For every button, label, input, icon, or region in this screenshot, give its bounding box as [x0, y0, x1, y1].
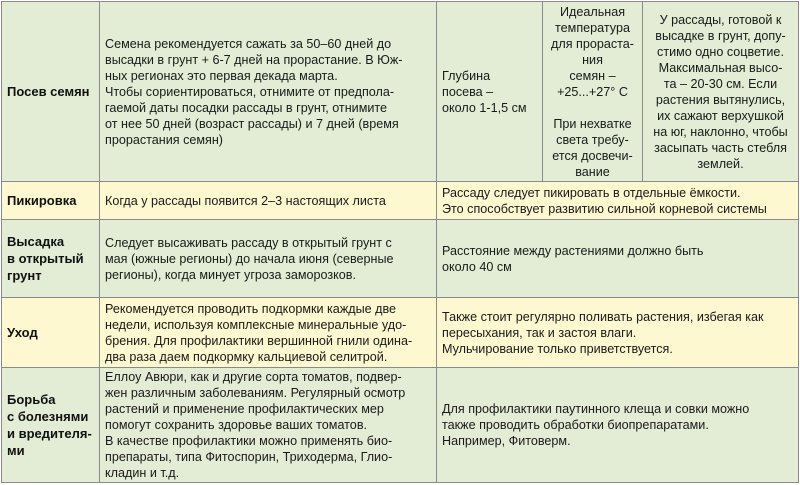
row-planting-left-text: Следует высаживать рассаду в открытый грунт с мая (южные регионы) до начала июня (северные регионы), когда минует угроза заморозков.	[105, 235, 394, 282]
row-disease-right-cell	[437, 368, 799, 483]
row-sowing-advice-cell	[643, 1, 799, 182]
row-planting-header	[1, 220, 100, 298]
row-care-left-text: Рекомендуется проводить подкормки каждые две недели, используя комплексные минеральные удо- брения. Для профилактики вершинной гнили одина- два раза даем подкормку кальциевой селитрой.	[105, 301, 413, 364]
row-care-right-text: Также стоит регулярно поливать растения, избегая как пересыхания, так и застоя влаги. Мульчирование только приветствуется.	[442, 309, 764, 356]
row-picking-left-cell	[100, 182, 437, 220]
row-planting-left-cell	[100, 220, 437, 298]
row-sowing-temperature-cell	[543, 1, 643, 182]
row-disease-header	[1, 368, 100, 483]
row-sowing-header-text: Посев семян	[7, 84, 90, 99]
row-disease-left-text: Еллоу Авюри, как и другие сорта томатов, подвер- жен различным заболеваниям. Регулярный осмотр растений и применение профилактических мер помогут сохранить здоровье ваших томатов. В качестве профилактики можно применять био- препараты, типа Фитоспорин, Триходерма, Глио- кладин и т.д.	[105, 370, 406, 480]
row-sowing-header	[1, 1, 100, 182]
row-picking-right-text: Рассаду следует пикировать в отдельные ёмкости. Это способствует развитию сильной корневой системы	[442, 185, 767, 216]
row-planting-right-text: Расстояние между растениями должно быть около 40 см	[442, 243, 704, 274]
row-care-left-cell	[100, 298, 437, 368]
row-sowing-depth-cell	[437, 1, 543, 182]
row-sowing-timing-text: Семена рекомендуется сажать за 50–60 дней до высадки в грунт + 6-7 дней на прорастание. В Юж- ных регионах это первая декада марта. Чтобы сориентироваться, отнимите от предпола- гаемой даты посадки рассады в грунт, отнимите от нее 50 дней (возраст рассады) и 7 дней (время прорастания семян)	[105, 36, 403, 147]
row-picking-right-cell	[437, 182, 799, 220]
row-disease-right-text: Для профилактики паутинного клеща и совки можно также проводить обработки биопрепаратами. Например, Фитоверм.	[442, 402, 750, 448]
row-care-header	[1, 298, 100, 368]
row-sowing-advice-text: У рассады, готовой к высадке в грунт, допу- стимо одно соцветие. Максимальная высо- та – 20-30 см. Если растения вытянулись, их сажают верхушкой на юг, наклонно, чтобы засыпать часть стебля землей.	[653, 12, 788, 171]
row-planting-right-cell	[437, 220, 799, 298]
row-sowing-temperature-text: Идеальная температура для прораста- ния семян – +25...+27° С При нехватке света требу- ется досвечи- вание	[551, 4, 634, 179]
row-picking-left-text: Когда у рассады появится 2–3 настоящих листа	[105, 193, 386, 208]
row-disease-header-text: Борьба с болезнями и вредителя- ми	[7, 392, 92, 458]
care-table	[1, 1, 799, 483]
row-care-header-text: Уход	[7, 325, 38, 340]
row-sowing-depth-text: Глубина посева – около 1-1,5 см	[442, 68, 527, 115]
row-picking-header	[1, 182, 100, 220]
row-picking-header-text: Пикировка	[7, 193, 77, 208]
row-care-right-cell	[437, 298, 799, 368]
row-sowing-timing-cell	[100, 1, 437, 182]
row-planting-header-text: Высадка в открытый грунт	[7, 234, 84, 283]
row-disease-left-cell	[100, 368, 437, 483]
